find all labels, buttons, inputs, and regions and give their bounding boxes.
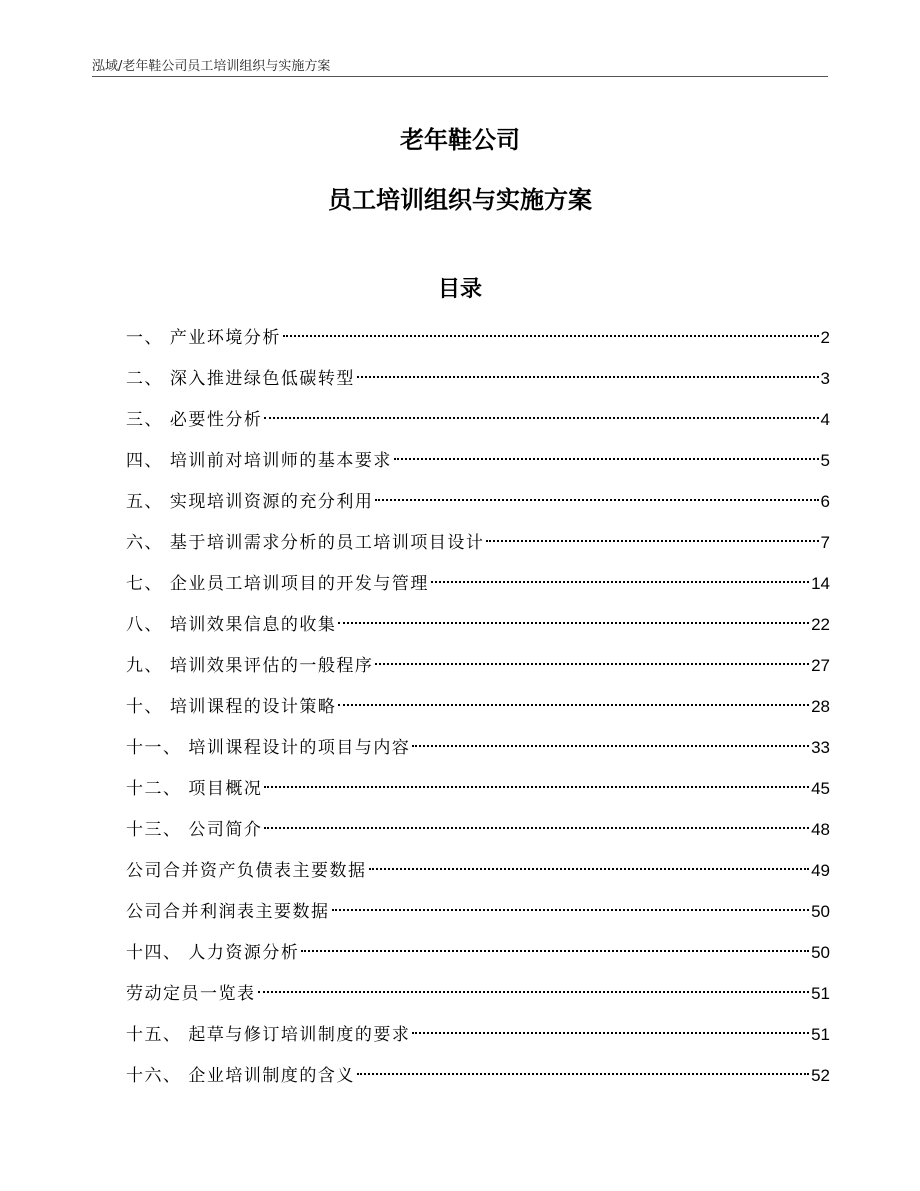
toc-entry[interactable] [126, 404, 830, 445]
toc-entry-page-number: 6 [820, 492, 830, 511]
toc-entry-page-number: 33 [811, 738, 830, 757]
toc-entry[interactable] [126, 691, 830, 732]
toc-entry-page-number: 2 [820, 328, 830, 347]
toc-dot-leader [264, 786, 809, 788]
toc-dot-leader [412, 1032, 809, 1034]
toc-dot-leader [486, 540, 818, 542]
toc-entry-page-number: 27 [811, 656, 830, 675]
header-divider [92, 76, 828, 77]
toc-entry-page-number: 52 [811, 1066, 830, 1085]
toc-entry[interactable] [126, 773, 830, 814]
toc-dot-leader [301, 950, 809, 952]
toc-dot-leader [357, 376, 819, 378]
document-title-line2: 员工培训组织与实施方案 [328, 186, 592, 214]
toc-entry[interactable] [126, 1019, 830, 1060]
toc-entry[interactable] [126, 1060, 830, 1101]
toc-dot-leader [412, 745, 809, 747]
toc-entry-label: 六、 基于培训需求分析的员工培训项目设计 [126, 533, 485, 553]
toc-entry[interactable] [126, 445, 830, 486]
toc-dot-leader [394, 458, 819, 460]
toc-entry-label: 四、 培训前对培训师的基本要求 [126, 451, 392, 471]
toc-dot-leader [264, 827, 809, 829]
toc-entry[interactable] [126, 937, 830, 978]
toc-dot-leader [431, 581, 809, 583]
toc-entry-page-number: 7 [820, 533, 830, 552]
toc-entry-label: 十三、 公司简介 [126, 820, 263, 840]
toc-entry[interactable] [126, 527, 830, 568]
toc-entry-label: 九、 培训效果评估的一般程序 [126, 656, 374, 676]
toc-dot-leader [338, 704, 809, 706]
toc-entry-page-number: 51 [811, 984, 830, 1003]
toc-entry[interactable] [126, 486, 830, 527]
toc-dot-leader [258, 991, 810, 993]
toc-dot-leader [375, 499, 818, 501]
toc-entry[interactable] [126, 609, 830, 650]
toc-entry-page-number: 5 [820, 451, 830, 470]
toc-entry[interactable] [126, 322, 830, 363]
toc-entry-label: 公司合并利润表主要数据 [126, 902, 330, 922]
toc-heading: 目录 [437, 277, 482, 302]
toc-entry[interactable] [126, 650, 830, 691]
toc-dot-leader [369, 868, 810, 870]
toc-dot-leader [332, 909, 810, 911]
toc-entry-label: 八、 培训效果信息的收集 [126, 615, 337, 635]
toc-entry-page-number: 49 [811, 861, 830, 880]
toc-entry[interactable] [126, 814, 830, 855]
toc-entry-label: 劳动定员一览表 [126, 984, 256, 1004]
table-of-contents [126, 322, 830, 1101]
toc-dot-leader [264, 417, 818, 419]
toc-entry-label: 一、 产业环境分析 [126, 328, 281, 348]
toc-entry[interactable] [126, 855, 830, 896]
toc-entry-label: 十一、 培训课程设计的项目与内容 [126, 738, 411, 758]
toc-entry-label: 七、 企业员工培训项目的开发与管理 [126, 574, 429, 594]
toc-entry-label: 十五、 起草与修订培训制度的要求 [126, 1025, 411, 1045]
toc-entry-page-number: 48 [811, 820, 830, 839]
toc-entry[interactable] [126, 568, 830, 609]
toc-entry-page-number: 22 [811, 615, 830, 634]
toc-entry-page-number: 14 [811, 574, 830, 593]
toc-dot-leader [375, 663, 809, 665]
toc-entry-page-number: 51 [811, 1025, 830, 1044]
toc-entry-page-number: 4 [820, 410, 830, 429]
toc-entry-label: 十四、 人力资源分析 [126, 943, 300, 963]
toc-entry-page-number: 28 [811, 697, 830, 716]
toc-dot-leader [283, 335, 819, 337]
toc-entry-page-number: 45 [811, 779, 830, 798]
toc-entry-label: 十六、 企业培训制度的含义 [126, 1066, 355, 1086]
toc-entry-label: 五、 实现培训资源的充分利用 [126, 492, 374, 512]
toc-entry-label: 三、 必要性分析 [126, 410, 263, 430]
toc-entry[interactable] [126, 363, 830, 404]
toc-entry[interactable] [126, 896, 830, 937]
toc-entry-page-number: 50 [811, 943, 830, 962]
toc-dot-leader [357, 1073, 809, 1075]
document-title-line1: 老年鞋公司 [400, 126, 520, 154]
toc-entry-label: 公司合并资产负债表主要数据 [126, 861, 367, 881]
toc-entry[interactable] [126, 732, 830, 773]
toc-entry-label: 十、 培训课程的设计策略 [126, 697, 337, 717]
toc-entry-label: 十二、 项目概况 [126, 779, 263, 799]
running-header: 泓域/老年鞋公司员工培训组织与实施方案 [92, 59, 331, 74]
toc-entry[interactable] [126, 978, 830, 1019]
toc-entry-page-number: 3 [820, 369, 830, 388]
toc-dot-leader [338, 622, 809, 624]
toc-entry-label: 二、 深入推进绿色低碳转型 [126, 369, 355, 389]
toc-entry-page-number: 50 [811, 902, 830, 921]
